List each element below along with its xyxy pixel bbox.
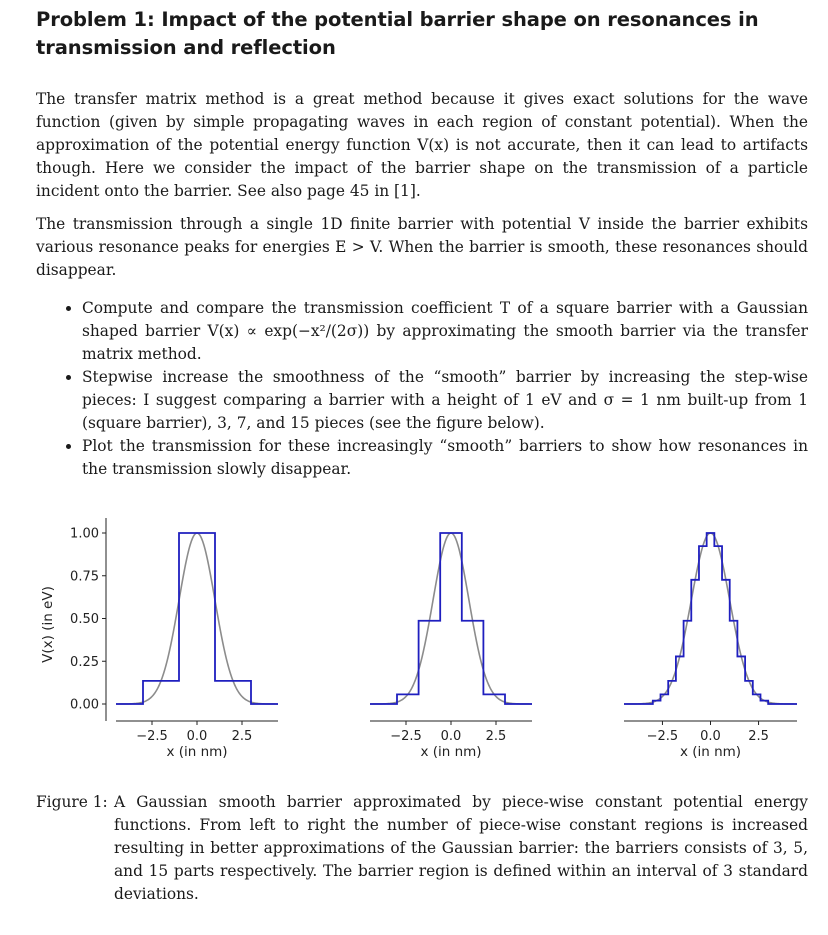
gaussian-curve — [624, 533, 797, 704]
x-tick-label: 0.0 — [700, 729, 721, 744]
problem-title: Problem 1: Impact of the potential barrier shape on resonances in transmission and reflection — [36, 8, 759, 59]
figure-1 — [0, 496, 828, 776]
y-tick-label: 0.25 — [70, 654, 99, 670]
gaussian-curve — [116, 533, 278, 704]
x-axis-label: x (in nm) — [420, 744, 482, 760]
task-item: • Plot the transmission for these increasingly “smooth” barriers to show how resonances in the transmission slowly disappear. — [82, 435, 808, 481]
y-tick-label: 0.50 — [70, 612, 99, 627]
x-tick-label: 0.0 — [186, 729, 208, 744]
x-tick-label: −2.5 — [646, 729, 679, 744]
x-tick-label: 2.5 — [748, 729, 769, 744]
y-tick-label: 0.75 — [70, 569, 99, 585]
x-tick-label: 2.5 — [231, 729, 253, 744]
y-axis-label: V(x) (in eV) — [40, 586, 56, 663]
piecewise-barrier — [370, 533, 532, 704]
piecewise-barrier — [624, 533, 797, 704]
caption-label: Figure 1: — [36, 793, 108, 811]
piecewise-barrier — [116, 533, 278, 704]
x-tick-label: −2.5 — [390, 729, 422, 744]
y-tick-label: 1.00 — [70, 526, 99, 542]
y-tick-label: 0.00 — [70, 697, 99, 713]
figure-caption — [36, 791, 808, 906]
transmission-paragraph: The transmission through a single 1D finite barrier with potential V inside the barrier exhibits various resonance peaks for energies E > V. When the barrier is smooth, these resonances should disappear. — [36, 215, 808, 279]
plot-panel-2 — [370, 533, 532, 760]
x-tick-label: 0.0 — [440, 729, 462, 744]
x-tick-label: −2.5 — [136, 729, 168, 744]
intro-paragraph: The transfer matrix method is a great method because it gives exact solutions for the wave function (given by simple propagating waves in each region of constant potential). When the approximation of the potential energy function V(x) is not accurate, then it can lead to artifacts though. Here we consider the impact of the barrier shape on the transmission of a particle incident onto the barrier. See also page 45 in [1]. — [36, 90, 808, 200]
task-item: • Stepwise increase the smoothness of the “smooth” barrier by increasing the step-wise pieces: I suggest comparing a barrier with a height of 1 eV and σ = 1 nm built-up from 1 (square barrier), 3, 7, and 15 pieces (see the figure below). — [82, 366, 808, 435]
x-tick-label: 2.5 — [485, 729, 507, 744]
x-axis-label: x (in nm) — [679, 744, 742, 760]
task-item: • Compute and compare the transmission coefficient T of a square barrier with a Gaussian shaped barrier V(x) ∝ exp(−x²/(2σ)) by approximating the smooth barrier via the transfer matrix method. — [82, 297, 808, 366]
plot-panel-3 — [624, 533, 797, 760]
page-content — [36, 0, 808, 481]
x-axis-label: x (in nm) — [166, 744, 228, 760]
caption-text: A Gaussian smooth barrier approximated by piece-wise constant potential energy functions. From left to right the number of piece-wise constant regions is increased resulting in better approximations of the Gaussian barrier: the barriers consists of 3, 5, and 15 parts respectively. The barrier region is defined within an interval of 3 standard deviations. — [114, 793, 808, 903]
task-list — [36, 297, 808, 481]
gaussian-curve — [370, 533, 532, 704]
plot-panel-1 — [40, 518, 278, 760]
